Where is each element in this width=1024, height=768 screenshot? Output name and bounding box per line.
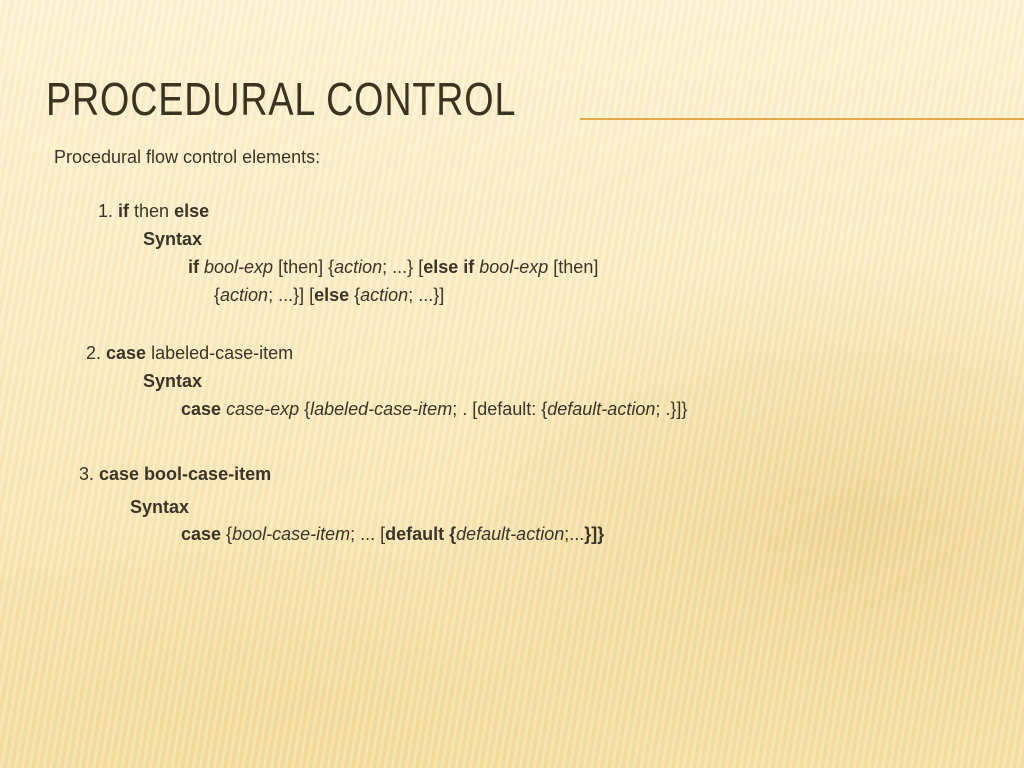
text-run: 3. — [79, 464, 100, 484]
text-run: Syntax — [130, 497, 190, 517]
text-run: { — [214, 285, 221, 305]
text-run: case — [181, 524, 222, 544]
text-run: case bool-case-item — [99, 464, 272, 484]
text-run: ; ... [ — [350, 524, 386, 544]
text-run: Syntax — [143, 371, 203, 391]
text-run: action — [360, 285, 409, 305]
text-run: { — [299, 399, 311, 419]
text-run: else if — [423, 257, 475, 277]
text-run: bool-exp — [204, 257, 274, 277]
item-2-syntax-line-1 — [181, 398, 687, 420]
intro-text: Procedural flow control elements: — [54, 147, 321, 167]
text-run: else — [174, 201, 210, 221]
title-rule — [580, 118, 1024, 120]
text-run: labeled-case-item — [310, 399, 453, 419]
text-run: ; .}]} — [655, 399, 688, 419]
text-run: if — [118, 201, 130, 221]
slide-title: PROCEDURAL CONTROL — [46, 73, 517, 125]
text-run: { — [221, 524, 233, 544]
text-run: [then] { — [273, 257, 335, 277]
item-1-syntax-line-1 — [188, 256, 598, 278]
text-run: default-action — [547, 399, 656, 419]
text-run: action — [334, 257, 383, 277]
text-run: if — [188, 257, 199, 277]
item-3-syntax-label — [130, 496, 189, 518]
item-1-syntax-line-2 — [214, 284, 444, 306]
text-run: }]} — [584, 524, 605, 544]
text-run: case-exp — [226, 399, 300, 419]
text-run: { — [349, 285, 361, 305]
text-run: bool-exp — [479, 257, 549, 277]
item-3-syntax-line-1 — [181, 523, 604, 545]
text-run: ; ...}] — [408, 285, 445, 305]
text-run: default { — [385, 524, 457, 544]
text-run: default-action — [456, 524, 565, 544]
text-run: then — [129, 201, 175, 221]
item-3-heading — [79, 463, 271, 485]
text-run: [then] — [548, 257, 599, 277]
text-run: else — [314, 285, 350, 305]
text-run: case — [181, 399, 222, 419]
text-run: ; . [default: { — [452, 399, 548, 419]
text-run: labeled-case-item — [146, 343, 294, 363]
text-run: action — [220, 285, 269, 305]
text-run: ; ...} [ — [382, 257, 424, 277]
item-1-syntax-label — [143, 228, 202, 250]
item-2-syntax-label — [143, 370, 202, 392]
item-2-heading — [86, 342, 293, 364]
text-run: ; ...}] [ — [268, 285, 315, 305]
text-run: 2. — [86, 343, 107, 363]
text-run: 1. — [98, 201, 119, 221]
text-run: ;... — [564, 524, 585, 544]
text-run: bool-case-item — [232, 524, 351, 544]
text-run: case — [106, 343, 147, 363]
item-1-heading — [98, 200, 209, 222]
text-run: Syntax — [143, 229, 203, 249]
